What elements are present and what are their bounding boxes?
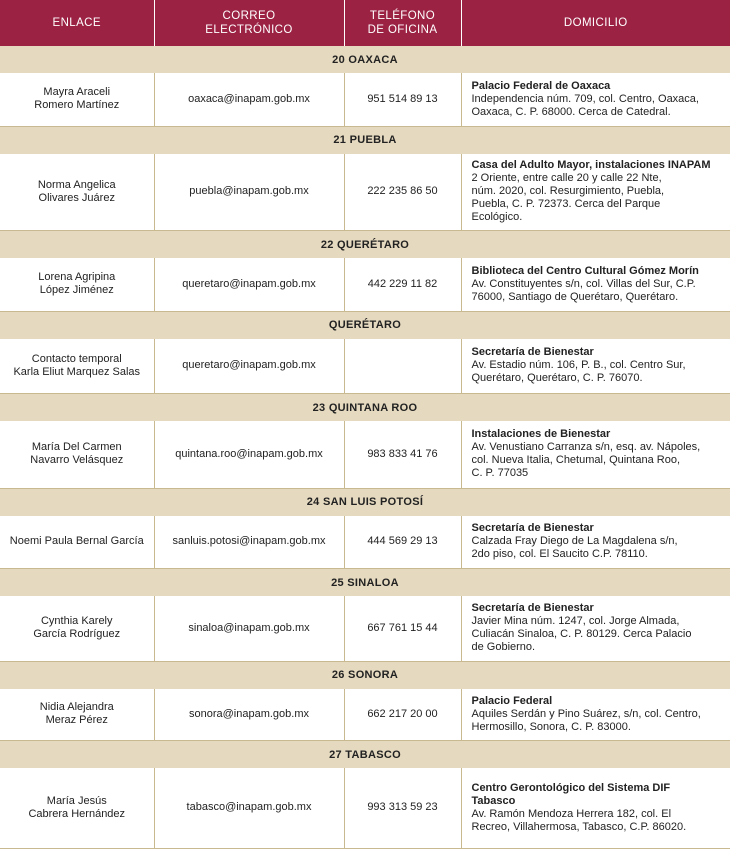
table-row <box>0 596 730 661</box>
state-title: QUERÉTARO <box>0 311 730 339</box>
address-line: 76000, Santiago de Querétaro, Querétaro. <box>471 290 679 303</box>
email-cell[interactable]: puebla@inapam.gob.mx <box>154 154 344 231</box>
address-cell <box>461 154 730 231</box>
address-title: Instalaciones de Bienestar <box>471 428 611 441</box>
phone-cell: 444 569 29 13 <box>344 516 461 569</box>
state-section-row <box>0 488 730 516</box>
address-line: Oaxaca, C. P. 68000. Cerca de Catedral. <box>471 105 671 118</box>
email-cell[interactable]: oaxaca@inapam.gob.mx <box>154 73 344 126</box>
enlace-cell <box>0 73 154 126</box>
enlace-cell <box>0 516 154 569</box>
header-correo: CORREO ELECTRÓNICO <box>154 0 344 46</box>
enlace-cell <box>0 258 154 311</box>
email-cell[interactable]: queretaro@inapam.gob.mx <box>154 339 344 394</box>
address-title: Secretaría de Bienestar <box>471 602 594 615</box>
email-cell[interactable]: sinaloa@inapam.gob.mx <box>154 596 344 661</box>
address-cell <box>461 73 730 126</box>
state-section-row <box>0 311 730 339</box>
enlace-name-line: María Del Carmen <box>31 441 122 454</box>
address-line: Calzada Fray Diego de La Magdalena s/n, <box>471 535 678 548</box>
enlace-name-line: García Rodríguez <box>33 628 121 641</box>
enlace-cell <box>0 596 154 661</box>
enlace-cell <box>0 421 154 488</box>
address-line: núm. 2020, col. Resurgimiento, Puebla, <box>471 185 665 198</box>
address-line: Ecológico. <box>471 211 523 224</box>
enlace-name-line: Romero Martínez <box>34 99 120 112</box>
table-row <box>0 339 730 394</box>
address-cell <box>461 421 730 488</box>
address-cell <box>461 516 730 569</box>
phone-cell: 951 514 89 13 <box>344 73 461 126</box>
enlace-name-line: López Jiménez <box>39 284 114 297</box>
address-cell <box>461 689 730 741</box>
state-title: 22 QUERÉTARO <box>0 231 730 259</box>
table-row <box>0 73 730 126</box>
state-section-row <box>0 569 730 597</box>
enlace-name-line: Navarro Velásquez <box>30 454 124 467</box>
header-telefono: TELÉFONO DE OFICINA <box>344 0 461 46</box>
email-cell[interactable]: tabasco@inapam.gob.mx <box>154 768 344 848</box>
enlace-name-line: Contacto temporal <box>31 352 122 365</box>
enlace-name-line: María Jesús <box>46 794 107 807</box>
address-line: Puebla, C. P. 72373. Cerca del Parque <box>471 198 661 211</box>
enlace-name-line: Meraz Pérez <box>45 714 108 727</box>
address-line: Av. Ramón Mendoza Herrera 182, col. El <box>471 807 672 820</box>
state-title: 21 PUEBLA <box>0 126 730 154</box>
phone-cell: 667 761 15 44 <box>344 596 461 661</box>
state-section-row <box>0 394 730 422</box>
address-line: 2do piso, col. El Saucito C.P. 78110. <box>471 548 648 561</box>
address-line: Hermosillo, Sonora, C. P. 83000. <box>471 720 631 733</box>
phone-cell: 442 229 11 82 <box>344 258 461 311</box>
enlace-cell <box>0 689 154 741</box>
address-title: Casa del Adulto Mayor, instalaciones INAPAM <box>471 159 711 172</box>
address-title: Palacio Federal de Oaxaca <box>471 79 611 92</box>
state-title: 23 QUINTANA ROO <box>0 394 730 422</box>
state-title: 25 SINALOA <box>0 569 730 597</box>
enlace-name-line: Cabrera Hernández <box>28 807 126 820</box>
email-cell[interactable]: sanluis.potosi@inapam.gob.mx <box>154 516 344 569</box>
address-cell <box>461 768 730 848</box>
enlace-cell <box>0 339 154 394</box>
state-title: 20 OAXACA <box>0 46 730 73</box>
state-section-row <box>0 126 730 154</box>
enlace-name-line: Lorena Agripina <box>38 271 116 284</box>
enlace-name-line: Mayra Araceli <box>43 86 111 99</box>
address-cell <box>461 258 730 311</box>
phone-cell: 993 313 59 23 <box>344 768 461 848</box>
header-enlace: ENLACE <box>0 0 154 46</box>
address-cell <box>461 339 730 394</box>
enlace-name-line: Nidia Alejandra <box>39 701 114 714</box>
address-line: Av. Constituyentes s/n, col. Villas del Sur, C.P. <box>471 277 696 290</box>
phone-cell: 222 235 86 50 <box>344 154 461 231</box>
state-title: 27 TABASCO <box>0 741 730 769</box>
table-row <box>0 689 730 741</box>
state-section-row <box>0 46 730 73</box>
state-section-row <box>0 231 730 259</box>
address-line: de Gobierno. <box>471 641 536 654</box>
state-title: 26 SONORA <box>0 661 730 689</box>
address-title: Biblioteca del Centro Cultural Gómez Morín <box>471 264 699 277</box>
address-line: Av. Venustiano Carranza s/n, esq. av. Nápoles, <box>471 441 701 454</box>
state-title: 24 SAN LUIS POTOSÍ <box>0 488 730 516</box>
address-line: Javier Mina núm. 1247, col. Jorge Almada, <box>471 615 680 628</box>
header-domicilio: DOMICILIO <box>461 0 730 46</box>
address-line: 2 Oriente, entre calle 20 y calle 22 Nte, <box>471 172 662 185</box>
email-cell[interactable]: quintana.roo@inapam.gob.mx <box>154 421 344 488</box>
enlace-name-line: Noemi Paula Bernal García <box>9 535 144 548</box>
phone-cell <box>344 339 461 394</box>
enlace-name-line: Karla Eliut Marquez Salas <box>13 365 141 378</box>
table-row <box>0 516 730 569</box>
enlace-name-line: Olivares Juárez <box>38 191 115 204</box>
table-row <box>0 154 730 231</box>
address-title: Centro Gerontológico del Sistema DIF Tabasco <box>471 781 671 807</box>
enlace-cell <box>0 154 154 231</box>
table-row <box>0 258 730 311</box>
address-cell <box>461 596 730 661</box>
state-section-row <box>0 661 730 689</box>
phone-cell: 662 217 20 00 <box>344 689 461 741</box>
address-line: Querétaro, Querétaro, C. P. 76070. <box>471 372 643 385</box>
address-line: Recreo, Villahermosa, Tabasco, C.P. 86020. <box>471 820 687 833</box>
table-row <box>0 768 730 848</box>
address-line: Culiacán Sinaloa, C. P. 80129. Cerca Palacio <box>471 628 692 641</box>
address-line: Av. Estadio núm. 106, P. B., col. Centro Sur, <box>471 359 686 372</box>
address-line: Independencia núm. 709, col. Centro, Oaxaca, <box>471 92 699 105</box>
enlace-name-line: Norma Angelica <box>37 178 116 191</box>
address-line: C. P. 77035 <box>471 467 529 480</box>
address-title: Palacio Federal <box>471 694 553 707</box>
table-header-row <box>0 0 730 46</box>
address-title: Secretaría de Bienestar <box>471 346 594 359</box>
enlace-cell <box>0 768 154 848</box>
state-section-row <box>0 741 730 769</box>
address-line: col. Nueva Italia, Chetumal, Quintana Roo, <box>471 454 681 467</box>
address-line: Aquiles Serdán y Pino Suárez, s/n, col. Centro, <box>471 707 701 720</box>
address-title: Secretaría de Bienestar <box>471 522 594 535</box>
email-cell[interactable]: queretaro@inapam.gob.mx <box>154 258 344 311</box>
phone-cell: 983 833 41 76 <box>344 421 461 488</box>
table-row <box>0 421 730 488</box>
enlace-name-line: Cynthia Karely <box>40 615 113 628</box>
email-cell[interactable]: sonora@inapam.gob.mx <box>154 689 344 741</box>
